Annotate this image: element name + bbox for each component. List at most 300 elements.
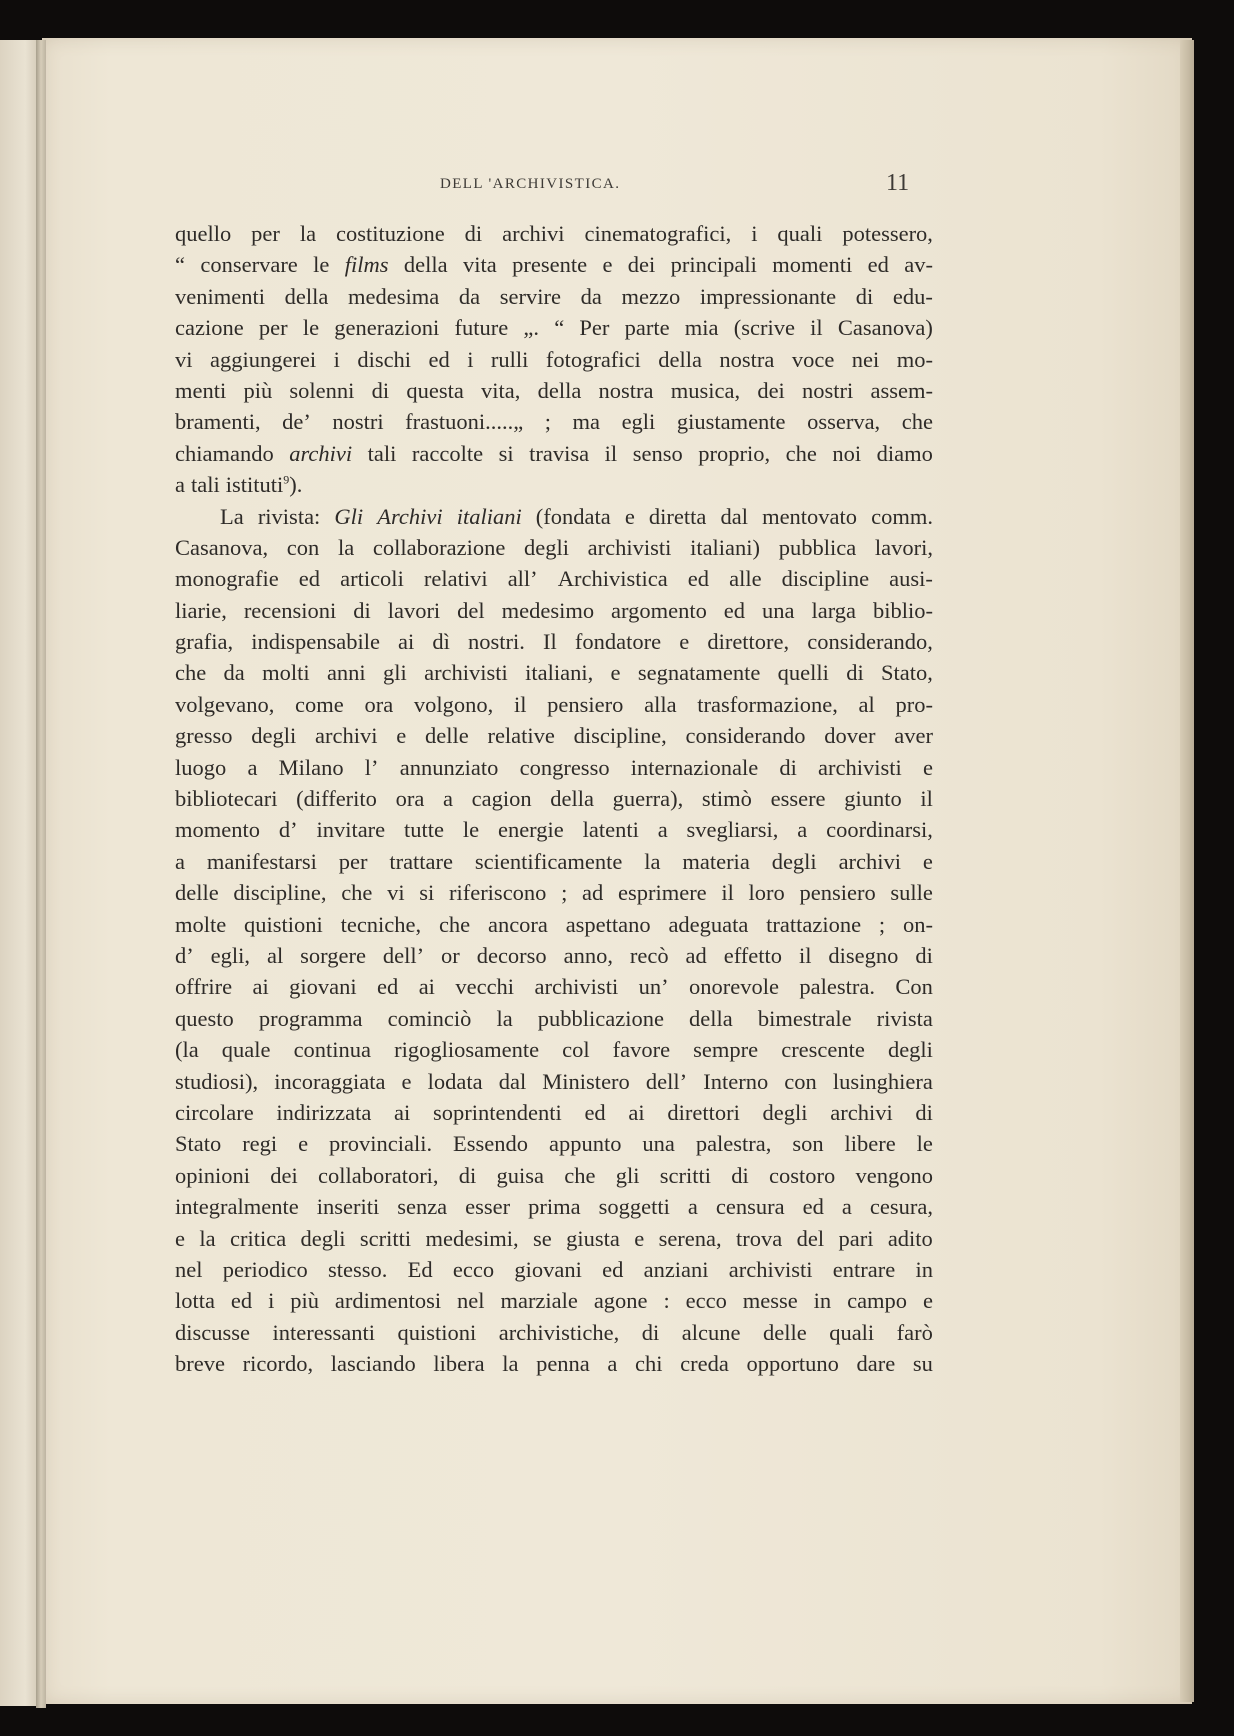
word: materia bbox=[682, 848, 750, 874]
word: volgono, bbox=[413, 691, 494, 717]
word: in bbox=[915, 1256, 933, 1282]
word: continua bbox=[293, 1037, 372, 1063]
word: il bbox=[798, 942, 812, 968]
word: diretta bbox=[648, 503, 707, 529]
word: i bbox=[333, 346, 340, 372]
word: messe bbox=[742, 1288, 798, 1314]
word: scritti bbox=[359, 1225, 412, 1251]
word: discipline, bbox=[573, 723, 667, 749]
word: lodata bbox=[427, 1068, 483, 1094]
word: momento bbox=[175, 817, 260, 843]
word: alle bbox=[729, 566, 762, 592]
text-line bbox=[175, 406, 933, 437]
word: tecniche, bbox=[340, 911, 422, 937]
word: della bbox=[284, 283, 329, 309]
word: entrare bbox=[832, 1256, 896, 1282]
word: inseriti bbox=[316, 1194, 380, 1220]
word: (la bbox=[175, 1037, 199, 1063]
word: i bbox=[467, 346, 474, 372]
word: vita, bbox=[481, 377, 521, 403]
word: degli bbox=[762, 1099, 808, 1125]
word: archivisti bbox=[818, 754, 902, 780]
book-gutter bbox=[36, 40, 46, 1708]
word: archivisti bbox=[534, 974, 619, 1000]
word: giustamente bbox=[676, 409, 786, 435]
word: una bbox=[762, 597, 795, 623]
word: a bbox=[607, 1351, 618, 1377]
word: conservare bbox=[200, 252, 298, 278]
word: cagion bbox=[471, 786, 532, 812]
word: della bbox=[537, 377, 582, 403]
word: larga bbox=[811, 597, 857, 623]
word: cazione bbox=[175, 315, 244, 341]
word: coordinarsi, bbox=[826, 817, 933, 843]
word: di bbox=[915, 942, 933, 968]
word: Per bbox=[579, 315, 610, 341]
word: le bbox=[313, 252, 330, 278]
word: nel bbox=[175, 1256, 203, 1282]
word: senso bbox=[632, 440, 683, 466]
word: la bbox=[299, 221, 317, 246]
word: son bbox=[792, 1131, 824, 1157]
word: ed bbox=[428, 346, 450, 372]
word: pubblica bbox=[778, 534, 857, 560]
text-line bbox=[175, 281, 933, 312]
word: mia bbox=[684, 315, 719, 341]
word: integralmente bbox=[175, 1194, 299, 1220]
word: soggetti bbox=[598, 1194, 670, 1220]
text-line bbox=[175, 438, 933, 469]
text-line bbox=[175, 1128, 933, 1159]
word: ed bbox=[602, 1256, 624, 1282]
word: di bbox=[855, 283, 874, 309]
word: servire bbox=[499, 283, 561, 309]
word: ecco bbox=[452, 1256, 495, 1282]
word: archivisti bbox=[728, 1256, 813, 1282]
word: quali bbox=[777, 221, 823, 246]
word: archivi bbox=[289, 440, 353, 466]
word: nostra bbox=[719, 346, 775, 372]
word: ed bbox=[377, 974, 399, 1000]
word: di bbox=[464, 221, 483, 246]
word: trasformazione, bbox=[697, 691, 838, 717]
word: guisa bbox=[496, 1162, 545, 1188]
word: molti bbox=[262, 660, 310, 686]
word: medesima bbox=[348, 283, 440, 309]
word: bibliotecari bbox=[175, 786, 278, 812]
word: solenni bbox=[289, 377, 355, 403]
word: ; bbox=[561, 880, 568, 906]
word: volgevano, bbox=[175, 691, 275, 717]
word: marziale bbox=[500, 1288, 578, 1314]
word: gresso bbox=[175, 723, 233, 749]
word: diamo bbox=[876, 440, 933, 466]
word: di bbox=[846, 660, 864, 686]
word: e bbox=[922, 754, 933, 780]
word: lusinghiera bbox=[832, 1068, 933, 1094]
word: mo- bbox=[896, 346, 933, 372]
word: di bbox=[779, 754, 797, 780]
word: archivi bbox=[315, 723, 378, 749]
word: bimestrale bbox=[757, 1005, 852, 1031]
word: disegno bbox=[828, 942, 899, 968]
word: giusta bbox=[566, 1225, 620, 1251]
text-line bbox=[175, 469, 933, 500]
word: “ bbox=[554, 315, 565, 341]
word: si bbox=[419, 880, 435, 906]
word: svegliarsi, bbox=[686, 817, 779, 843]
word: lavori bbox=[387, 597, 441, 623]
word: questa bbox=[406, 377, 464, 403]
text-line bbox=[175, 595, 933, 626]
word: e bbox=[679, 629, 690, 655]
word: riferiscono bbox=[448, 880, 547, 906]
word: Ed bbox=[407, 1256, 433, 1282]
word: degli bbox=[251, 723, 297, 749]
word: trova bbox=[736, 1225, 783, 1251]
word: giovani bbox=[514, 1256, 582, 1282]
word: indispensabile bbox=[251, 629, 380, 655]
text-line bbox=[175, 657, 933, 688]
word: potessero, bbox=[842, 221, 933, 246]
word: quistioni bbox=[244, 911, 323, 937]
word: e bbox=[922, 848, 933, 874]
word: argomento bbox=[611, 597, 707, 623]
footnote-ref: 9 bbox=[283, 472, 290, 487]
word: collaboratori, bbox=[317, 1162, 439, 1188]
word: on- bbox=[902, 911, 933, 937]
word: lavori, bbox=[874, 534, 933, 560]
word: Stato bbox=[175, 1131, 222, 1157]
word: presente bbox=[512, 252, 588, 278]
word: Milano bbox=[278, 754, 344, 780]
word: ad bbox=[685, 942, 707, 968]
word: rigogliosamente bbox=[394, 1037, 540, 1063]
word: venimenti bbox=[175, 283, 265, 309]
word: direttori bbox=[667, 1099, 740, 1125]
word: ausi- bbox=[889, 566, 933, 592]
word: dare bbox=[856, 1351, 896, 1377]
word: i bbox=[751, 221, 758, 246]
word: e bbox=[602, 252, 613, 278]
word: (fondata bbox=[535, 503, 611, 529]
word: italiani) bbox=[690, 534, 761, 560]
word: future bbox=[454, 315, 509, 341]
word: alcune bbox=[681, 1319, 741, 1345]
word: considerando, bbox=[807, 629, 933, 655]
word: a bbox=[442, 786, 453, 812]
word: su bbox=[912, 1351, 933, 1377]
word: provinciali. bbox=[329, 1131, 433, 1157]
word: da bbox=[580, 283, 602, 309]
word: ardimentosi bbox=[334, 1288, 442, 1314]
word: dei bbox=[270, 1162, 298, 1188]
word: scritti bbox=[659, 1162, 711, 1188]
word: ancora bbox=[487, 911, 548, 937]
word: da bbox=[223, 660, 245, 686]
page-edge-stack bbox=[1180, 40, 1194, 1702]
word: creda bbox=[680, 1351, 729, 1377]
word: pensiero bbox=[799, 880, 876, 906]
word: dei bbox=[627, 252, 656, 278]
word: liarie, bbox=[175, 597, 227, 623]
word: discipline bbox=[781, 566, 870, 592]
word: periodico bbox=[222, 1256, 308, 1282]
word: opinioni bbox=[175, 1162, 251, 1188]
word: cesura, bbox=[869, 1194, 933, 1220]
word: il bbox=[604, 440, 618, 466]
word: delle bbox=[424, 723, 469, 749]
word: proprio, bbox=[698, 440, 771, 466]
word: e bbox=[175, 1225, 185, 1251]
word: trattazione bbox=[766, 911, 862, 937]
word: nostri bbox=[332, 409, 384, 435]
word: archivistiche, bbox=[498, 1319, 620, 1345]
word: molte bbox=[175, 911, 227, 937]
word: ma bbox=[572, 409, 601, 435]
word: costituzione bbox=[336, 221, 445, 246]
word: medesimo bbox=[501, 597, 595, 623]
word: voce bbox=[791, 346, 835, 372]
word: gli bbox=[615, 1162, 640, 1188]
word: la bbox=[337, 534, 355, 560]
word: aspettano bbox=[565, 911, 651, 937]
word: noi bbox=[832, 440, 862, 466]
word: frastuoni.....„ bbox=[405, 409, 524, 435]
word: ai bbox=[394, 1099, 411, 1125]
word: e bbox=[922, 1288, 933, 1314]
word: penna bbox=[536, 1351, 590, 1377]
word: fondatore bbox=[574, 629, 662, 655]
word: Gli bbox=[334, 503, 364, 529]
word: impressionante bbox=[699, 283, 837, 309]
word: de’ bbox=[282, 409, 311, 435]
word: istituti$^9$). bbox=[225, 472, 303, 498]
word: per bbox=[251, 221, 280, 246]
text-line bbox=[175, 783, 933, 814]
word: tali bbox=[367, 440, 397, 466]
word: a bbox=[175, 472, 185, 498]
word: opportuno bbox=[746, 1351, 839, 1377]
word: d’ bbox=[175, 942, 194, 968]
word: sempre bbox=[693, 1037, 759, 1063]
word: dei bbox=[757, 377, 785, 403]
word: ai bbox=[628, 1099, 645, 1125]
word: Casanova, bbox=[175, 534, 269, 560]
word: al bbox=[858, 691, 875, 717]
text-line bbox=[175, 532, 933, 563]
word: esprimere bbox=[617, 880, 707, 906]
word: il bbox=[721, 880, 734, 906]
word: e bbox=[396, 723, 407, 749]
word: energie bbox=[497, 817, 564, 843]
word: momenti bbox=[772, 252, 853, 278]
word: monografie bbox=[175, 566, 279, 592]
word: relativi bbox=[423, 566, 488, 592]
word: e bbox=[634, 1225, 645, 1251]
word: onorevole bbox=[689, 974, 779, 1000]
word: più bbox=[290, 1288, 319, 1314]
word: di bbox=[371, 377, 390, 403]
word: al bbox=[266, 942, 284, 968]
word: di bbox=[915, 1099, 933, 1125]
text-line bbox=[175, 626, 933, 657]
word: programma bbox=[258, 1005, 363, 1031]
word: discipline, bbox=[233, 880, 327, 906]
text-line bbox=[175, 940, 933, 971]
word: ad bbox=[582, 880, 604, 906]
text-line bbox=[175, 563, 933, 594]
word: anziani bbox=[643, 1256, 709, 1282]
text-line bbox=[175, 1034, 933, 1065]
word: effetto bbox=[723, 942, 783, 968]
word: col bbox=[562, 1037, 590, 1063]
word: stesso. bbox=[327, 1256, 388, 1282]
text-line bbox=[175, 1223, 933, 1254]
word: decorso bbox=[476, 942, 547, 968]
word: ; bbox=[544, 409, 552, 435]
word: ai bbox=[252, 974, 269, 1000]
text-line bbox=[175, 1317, 933, 1348]
page-number: 11 bbox=[886, 170, 910, 196]
word: rivista: bbox=[257, 503, 321, 529]
word: Essendo bbox=[453, 1131, 529, 1157]
word: ed bbox=[298, 566, 321, 592]
word: a bbox=[687, 1194, 698, 1220]
text-line bbox=[175, 1003, 933, 1034]
word: cinematografici, bbox=[584, 221, 732, 246]
word: la bbox=[502, 1351, 519, 1377]
word: una bbox=[642, 1131, 675, 1157]
word: discusse bbox=[175, 1319, 250, 1345]
word: delle bbox=[762, 1319, 807, 1345]
word: nostri. bbox=[468, 629, 525, 655]
word: ai bbox=[398, 629, 415, 655]
word: pensiero bbox=[547, 691, 624, 717]
word: rulli bbox=[490, 346, 529, 372]
word: ed bbox=[230, 1288, 253, 1314]
word: pro- bbox=[895, 691, 933, 717]
word: il bbox=[810, 315, 823, 341]
word: appunto bbox=[548, 1131, 622, 1157]
word: archivi bbox=[838, 848, 902, 874]
word: Con bbox=[895, 974, 933, 1000]
word: Archivistica bbox=[557, 566, 668, 592]
word: a bbox=[247, 754, 258, 780]
word: sulle bbox=[890, 880, 933, 906]
word: quali bbox=[829, 1319, 875, 1345]
word: da bbox=[458, 283, 481, 309]
word: delle bbox=[175, 880, 219, 906]
word: dì bbox=[432, 629, 450, 655]
word: a bbox=[841, 1194, 852, 1220]
word: degli bbox=[887, 1037, 933, 1063]
word: stimò bbox=[701, 786, 752, 812]
word: Ministero bbox=[542, 1068, 630, 1094]
word: assem- bbox=[870, 377, 933, 403]
word: che bbox=[438, 911, 471, 937]
word: archivi bbox=[502, 221, 565, 246]
word: vengono bbox=[855, 1162, 933, 1188]
word: quistioni bbox=[397, 1319, 477, 1345]
word: favore bbox=[612, 1037, 671, 1063]
word: edu- bbox=[892, 283, 933, 309]
word: un’ bbox=[638, 974, 669, 1000]
word: libere bbox=[844, 1131, 896, 1157]
word: recensioni bbox=[243, 597, 337, 623]
word: chi bbox=[635, 1351, 663, 1377]
word: annunziato bbox=[399, 754, 499, 780]
word: tali bbox=[191, 472, 220, 498]
word: dell’ bbox=[382, 942, 425, 968]
text-line bbox=[175, 218, 933, 249]
word: come bbox=[295, 691, 344, 717]
text-line bbox=[175, 501, 933, 532]
word: vi bbox=[175, 346, 193, 372]
word: grafia, bbox=[175, 629, 234, 655]
word: incoraggiata bbox=[274, 1068, 386, 1094]
word: vecchi bbox=[455, 974, 515, 1000]
word: internazionale bbox=[630, 754, 759, 780]
word: loro bbox=[748, 880, 785, 906]
word: a bbox=[657, 817, 668, 843]
word: aver bbox=[894, 723, 933, 749]
word: del bbox=[796, 1225, 825, 1251]
word: breve bbox=[175, 1351, 225, 1377]
word: farò bbox=[896, 1319, 933, 1345]
word: Archivi bbox=[377, 503, 443, 529]
word: per bbox=[258, 315, 288, 341]
text-line bbox=[175, 344, 933, 375]
word: raccolte bbox=[411, 440, 484, 466]
text-line bbox=[175, 1254, 933, 1285]
word: regi bbox=[242, 1131, 278, 1157]
word: le bbox=[916, 1131, 933, 1157]
word: Il bbox=[543, 629, 557, 655]
word: agone bbox=[593, 1288, 648, 1314]
word: e bbox=[624, 503, 635, 529]
word: Casanova) bbox=[837, 315, 933, 341]
word: di bbox=[641, 1319, 660, 1345]
word: palestra. bbox=[799, 974, 875, 1000]
word: egli bbox=[621, 409, 656, 435]
word: collaborazione bbox=[372, 534, 506, 560]
word: gli bbox=[383, 660, 407, 686]
word: anni bbox=[326, 660, 366, 686]
word: nostra bbox=[598, 377, 654, 403]
word: or bbox=[441, 942, 460, 968]
word: ed bbox=[802, 1194, 824, 1220]
word: direttore, bbox=[707, 629, 790, 655]
word: generazioni bbox=[334, 315, 440, 341]
word: costoro bbox=[768, 1162, 836, 1188]
word: a bbox=[797, 817, 808, 843]
word: quello bbox=[175, 221, 232, 246]
word: av- bbox=[904, 252, 933, 278]
word: lasciando bbox=[330, 1351, 416, 1377]
word: archivisti bbox=[424, 660, 508, 686]
word: quale bbox=[221, 1037, 271, 1063]
word: sorgere bbox=[300, 942, 366, 968]
word: che bbox=[564, 1162, 596, 1188]
word: in bbox=[813, 1288, 832, 1314]
word: nostri bbox=[802, 377, 854, 403]
word: a bbox=[175, 848, 185, 874]
text-line bbox=[175, 1066, 933, 1097]
word: esser bbox=[465, 1194, 511, 1220]
word: principali bbox=[670, 252, 757, 278]
word: degli bbox=[523, 534, 569, 560]
